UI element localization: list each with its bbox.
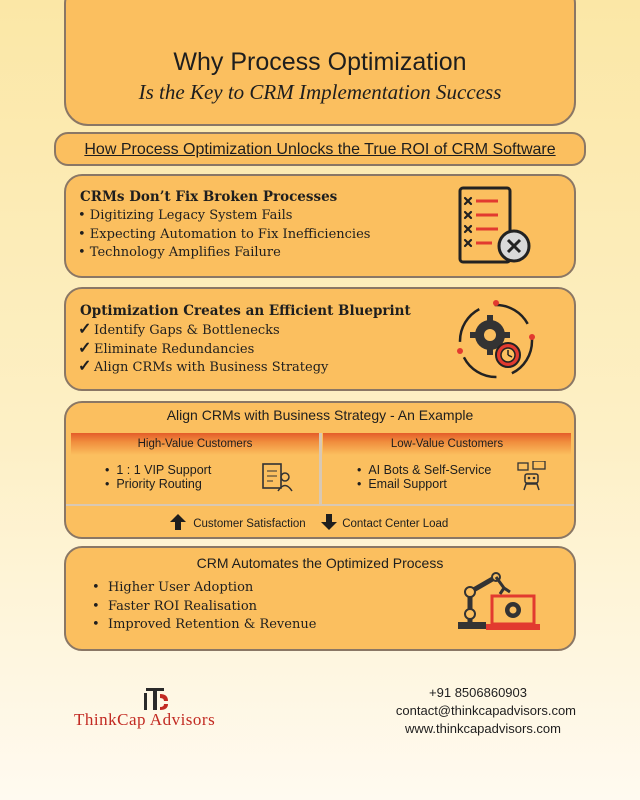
page-subtitle: Is the Key to CRM Implementation Success [138, 80, 502, 104]
low-value-list [357, 463, 491, 491]
contact-phone[interactable]: +91 8506860903 [429, 685, 527, 700]
robot-arm-icon [456, 572, 542, 634]
check-icon: ✓ [78, 356, 92, 375]
list-item: • Faster ROI Realisation [92, 598, 258, 614]
low-value-column [323, 433, 571, 503]
list-item: ✓ Eliminate Redundancies [78, 337, 255, 357]
section1-list [78, 207, 370, 263]
section2-title: Optimization Creates an Efficient Blueprint [80, 303, 411, 319]
contact-center-load-indicator: Contact Center Load [321, 514, 448, 530]
section-example [64, 401, 576, 539]
section-automation [64, 546, 576, 651]
section2-list [78, 320, 328, 376]
list-item: • Priority Routing [105, 477, 202, 491]
brand-logo [70, 688, 250, 737]
list-item: • Expecting Automation to Fix Inefficiencies [78, 226, 371, 242]
list-item: • Improved Retention & Revenue [92, 617, 317, 632]
contact-email[interactable]: contact@thinkcapadvisors.com [395, 703, 576, 718]
title-card [64, 0, 576, 126]
gears-icon [452, 297, 540, 385]
list-item: • Higher User Adoption [92, 580, 254, 595]
section-broken-processes [64, 174, 576, 278]
section3-title: Align CRMs with Business Strategy - An Example [166, 407, 474, 423]
list-item: • AI Bots & Self-Service [357, 463, 492, 477]
list-item: • Email Support [357, 477, 447, 491]
checklist-x-icon [458, 186, 538, 268]
customer-satisfaction-indicator: Customer Satisfaction [170, 514, 306, 530]
arrow-down-icon [321, 514, 337, 530]
contact-website[interactable]: www.thinkcapadvisors.com [404, 721, 561, 736]
list-item: • 1 : 1 VIP Support [105, 463, 212, 477]
banner-text: How Process Optimization Unlocks the True ROI of CRM Software [84, 141, 556, 158]
check-icon: ✓ [78, 337, 92, 357]
high-value-column [71, 433, 319, 503]
section1-title: CRMs Don’t Fix Broken Processes [80, 189, 338, 205]
vip-support-icon [261, 460, 293, 492]
page-title: Why Process Optimization [173, 48, 467, 76]
banner [54, 132, 586, 166]
divider [66, 504, 574, 506]
list-item: ✓ Identify Gaps & Bottlenecks [78, 319, 280, 338]
high-value-list [105, 463, 211, 491]
list-item: • Digitizing Legacy System Fails [78, 208, 293, 223]
chatbot-icon [516, 461, 548, 491]
section-blueprint [64, 287, 576, 391]
list-item: ✓ Align CRMs with Business Strategy [78, 356, 329, 375]
column-divider [319, 433, 322, 504]
brand-name: ThinkCap Advisors [74, 710, 216, 729]
section4-list [92, 579, 316, 635]
arrow-up-icon [170, 514, 186, 530]
list-item: • Technology Amplifies Failure [78, 245, 281, 260]
section4-title: CRM Automates the Optimized Process [196, 555, 444, 571]
high-value-header: High-Value Customers [71, 433, 319, 455]
check-icon: ✓ [78, 319, 92, 338]
low-value-header: Low-Value Customers [323, 433, 571, 455]
